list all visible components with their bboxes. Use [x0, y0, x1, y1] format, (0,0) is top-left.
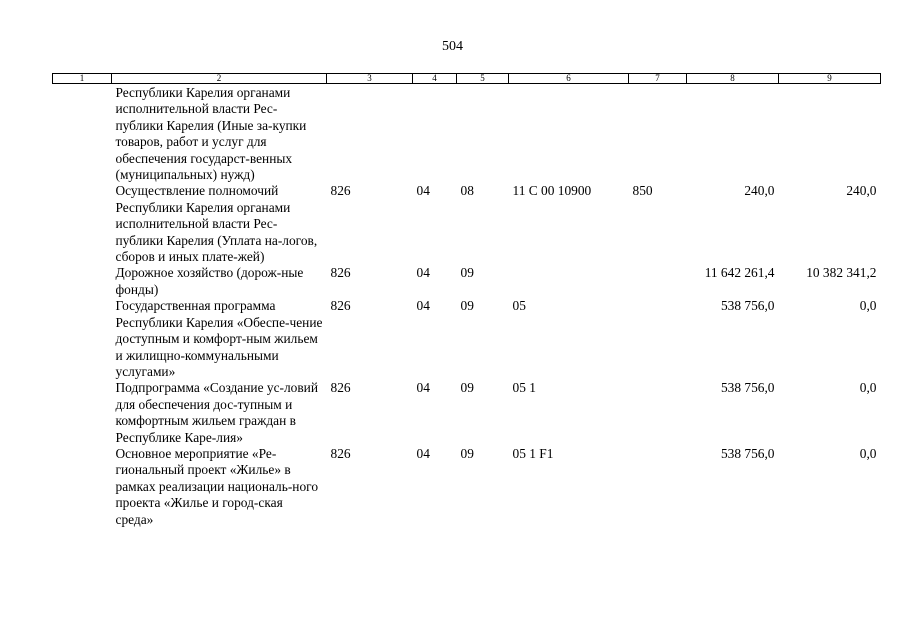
cell-amount-9: 10 382 341,2	[806, 265, 877, 281]
cell-target-article: 05 1	[512, 380, 536, 396]
column-header-5: 5	[457, 74, 509, 84]
page-number: 504	[442, 39, 463, 54]
cell-amount-8	[687, 84, 779, 184]
cell-name: Государственная программа Республики Карелия «Обеспе-чение доступным и комфорт-ным жильем и жилищно-коммунальными услугами»	[115, 298, 323, 379]
cell-expense-type	[629, 446, 687, 528]
table-row	[53, 183, 881, 265]
cell-name: Дорожное хозяйство (дорож-ные фонды)	[115, 265, 304, 297]
cell-section: 04	[416, 265, 430, 281]
cell-subsection: 09	[460, 445, 474, 461]
cell-subsection: 09	[460, 298, 474, 314]
cell-admin-code: 826	[330, 265, 351, 281]
cell-section: 04	[416, 380, 430, 396]
cell-col1	[53, 183, 112, 265]
cell-col1	[53, 446, 112, 528]
column-header-7: 7	[629, 74, 687, 84]
cell-admin-code	[327, 84, 413, 184]
cell-amount-8: 11 642 261,4	[704, 265, 775, 281]
cell-target-article	[509, 265, 629, 298]
column-header-2: 2	[112, 74, 327, 84]
cell-amount-8: 538 756,0	[720, 445, 775, 461]
cell-col1	[53, 298, 112, 380]
cell-name: Подпрограмма «Создание ус-ловий для обеспечения дос-тупным и комфортным жильем граждан в Республике Каре-лия»	[115, 380, 319, 445]
cell-subsection	[457, 84, 509, 184]
table-row	[53, 84, 881, 184]
budget-table	[52, 73, 881, 528]
cell-name: Осуществление полномочий Республики Карелия органами исполнительной власти Рес-публики Карелия (Уплата на-логов, сборов и иных плате-жей)	[115, 183, 318, 265]
cell-amount-9: 240,0	[846, 183, 877, 199]
column-number-row	[53, 74, 881, 84]
cell-section: 04	[416, 445, 430, 461]
cell-expense-type: 850	[632, 183, 653, 199]
cell-section	[413, 84, 457, 184]
cell-amount-9: 0,0	[859, 298, 877, 314]
cell-target-article: 05	[512, 298, 526, 314]
cell-target-article: 05 1 F1	[512, 445, 554, 461]
cell-name: Республики Карелия органами исполнительной власти Рес-публики Карелия (Иные за-купки товаров, работ и услуг для обеспечения государст-венных (муниципальных) нужд)	[115, 85, 307, 183]
cell-col1	[53, 265, 112, 298]
cell-col1	[53, 380, 112, 446]
cell-amount-9: 0,0	[859, 380, 877, 396]
cell-section: 04	[416, 298, 430, 314]
cell-expense-type	[629, 265, 687, 298]
cell-admin-code: 826	[330, 183, 351, 199]
column-header-1: 1	[53, 74, 112, 84]
cell-amount-8: 538 756,0	[720, 298, 775, 314]
table-row	[53, 298, 881, 380]
cell-amount-9: 0,0	[859, 445, 877, 461]
cell-admin-code: 826	[330, 298, 351, 314]
column-header-9: 9	[779, 74, 881, 84]
table-row	[53, 446, 881, 528]
cell-name: Основное мероприятие «Ре-гиональный проект «Жилье» в рамках реализации националь-ного проекта «Жилье и город-ская среда»	[115, 445, 319, 527]
table-row	[53, 265, 881, 298]
cell-admin-code: 826	[330, 445, 351, 461]
cell-col1	[53, 84, 112, 184]
column-header-4: 4	[413, 74, 457, 84]
cell-amount-8: 538 756,0	[720, 380, 775, 396]
column-header-6: 6	[509, 74, 629, 84]
table-row	[53, 380, 881, 446]
cell-amount-8: 240,0	[744, 183, 775, 199]
column-header-8: 8	[687, 74, 779, 84]
cell-expense-type	[629, 298, 687, 380]
cell-expense-type	[629, 380, 687, 446]
cell-expense-type	[629, 84, 687, 184]
cell-target-article	[509, 84, 629, 184]
cell-amount-9	[779, 84, 881, 184]
cell-subsection: 09	[460, 380, 474, 396]
cell-subsection: 08	[460, 183, 474, 199]
cell-target-article: 11 С 00 10900	[512, 183, 592, 199]
cell-subsection: 09	[460, 265, 474, 281]
column-header-3: 3	[327, 74, 413, 84]
cell-section: 04	[416, 183, 430, 199]
cell-admin-code: 826	[330, 380, 351, 396]
